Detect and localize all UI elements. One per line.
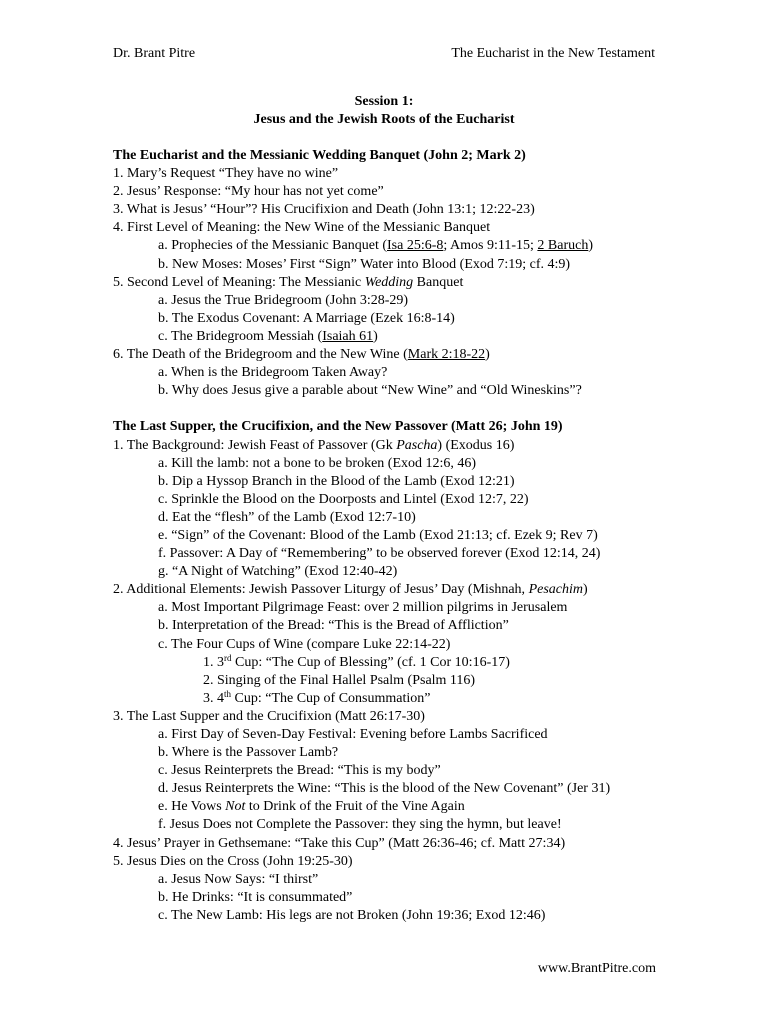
outline-item <box>113 346 673 364</box>
outline-subitem: d. Jesus Reinterprets the Wine: “This is the blood of the New Covenant” (Jer 31) <box>158 781 611 797</box>
section-heading: The Eucharist and the Messianic Wedding Banquet (John 2; Mark 2) <box>113 148 526 163</box>
text: Cup: “The Cup of Consummation” <box>231 690 431 706</box>
outline-subitem: b. Why does Jesus give a parable about “New Wine” and “Old Wineskins”? <box>158 383 582 399</box>
outline-subitem <box>113 237 673 255</box>
outline-item: 4. Jesus’ Prayer in Gethsemane: “Take this Cup” (Matt 26:36-46; cf. Matt 27:34) <box>113 835 566 851</box>
session-subtitle: Jesus and the Jewish Roots of the Eucharist <box>253 112 515 127</box>
scripture-link[interactable]: Mark 2:18-22 <box>407 347 486 363</box>
text: a. Prophecies of the Messianic Banquet ( <box>158 238 387 254</box>
outline-subitem: b. Dip a Hyssop Branch in the Blood of the Lamb (Exod 12:21) <box>158 473 515 489</box>
outline-subitem: a. Jesus the True Bridegroom (John 3:28-29) <box>158 292 409 308</box>
text: 1. The Background: Jewish Feast of Passover (Gk <box>113 437 397 453</box>
outline-subitem: a. Most Important Pilgrimage Feast: over 2 million pilgrims in Jerusalem <box>158 600 568 616</box>
text: ) <box>588 238 593 254</box>
outline-subitem: b. The Exodus Covenant: A Marriage (Ezek 16:8-14) <box>158 310 455 326</box>
outline-subitem: f. Passover: A Day of “Remembering” to be observed forever (Exod 12:14, 24) <box>158 546 601 562</box>
text: ) <box>583 582 588 598</box>
outline-item: 2. Jesus’ Response: “My hour has not yet come” <box>113 184 384 200</box>
text: ) <box>485 347 490 363</box>
outline-subsubitem <box>113 690 673 708</box>
outline-item: 3. What is Jesus’ “Hour”? His Crucifixion and Death (John 13:1; 12:22-23) <box>113 202 535 218</box>
footer-website: www.BrantPitre.com <box>537 961 656 976</box>
outline-subitem: c. The Four Cups of Wine (compare Luke 22:14-22) <box>158 636 451 652</box>
text: e. He Vows <box>158 799 226 815</box>
outline-item: 1. Mary’s Request “They have no wine” <box>113 166 339 182</box>
text: to Drink of the Fruit of the Vine Again <box>245 799 465 815</box>
text: ; Amos 9:11-15; <box>443 238 538 254</box>
text: ) <box>373 328 378 344</box>
outline-subitem: a. First Day of Seven-Day Festival: Evening before Lambs Sacrificed <box>158 727 548 742</box>
session-number: Session 1: <box>354 94 414 109</box>
text: Cup: “The Cup of Blessing” (cf. 1 Cor 10:16-17) <box>231 654 510 670</box>
text: ) (Exodus 16) <box>437 437 515 453</box>
scripture-link[interactable]: 2 Baruch <box>537 238 589 254</box>
header-course-title: The Eucharist in the New Testament <box>451 46 655 61</box>
outline-subsubitem <box>113 654 673 672</box>
outline-subitem: d. Eat the “flesh” of the Lamb (Exod 12:7-10) <box>158 509 416 525</box>
ordinal-suffix: rd <box>224 652 232 663</box>
text: 1. 3 <box>203 654 224 670</box>
outline-subitem: c. Jesus Reinterprets the Bread: “This is my body” <box>158 763 441 779</box>
outline-item <box>113 581 673 599</box>
outline-subitem: c. The New Lamb: His legs are not Broken (John 19:36; Exod 12:46) <box>158 907 546 923</box>
emphasis: Not <box>225 799 246 815</box>
outline-item: 4. First Level of Meaning: the New Wine of the Messianic Banquet <box>113 220 491 236</box>
scripture-link[interactable]: Isa 25:6-8 <box>387 238 444 254</box>
ordinal-suffix: th <box>224 688 232 699</box>
outline-subitem: a. Jesus Now Says: “I thirst” <box>158 871 319 887</box>
outline-item: 5. Jesus Dies on the Cross (John 19:25-30) <box>113 853 353 869</box>
emphasis: Pesachim <box>528 582 583 598</box>
session-title <box>0 93 768 129</box>
outline-subitem: b. Where is the Passover Lamb? <box>158 745 339 761</box>
text: 2. Additional Elements: Jewish Passover Liturgy of Jesus’ Day (Mishnah, <box>113 582 529 598</box>
scripture-link[interactable]: Isaiah 61 <box>322 328 374 344</box>
header-author: Dr. Brant Pitre <box>113 46 196 61</box>
emphasis: Pascha <box>396 437 438 453</box>
outline-subitem: b. Interpretation of the Bread: “This is the Bread of Affliction” <box>158 618 509 634</box>
outline-subitem: e. “Sign” of the Covenant: Blood of the Lamb (Exod 21:13; cf. Ezek 9; Rev 7) <box>158 527 598 543</box>
section-heading: The Last Supper, the Crucifixion, and the New Passover (Matt 26; John 19) <box>113 419 563 435</box>
outline-subsubitem: 2. Singing of the Final Hallel Psalm (Psalm 116) <box>203 672 476 688</box>
outline-content <box>113 147 673 925</box>
outline-item <box>113 274 673 292</box>
text: 3. 4 <box>203 690 224 706</box>
outline-subitem: c. Sprinkle the Blood on the Doorposts and Lintel (Exod 12:7, 22) <box>158 491 529 507</box>
text: 5. Second Level of Meaning: The Messianic <box>113 274 365 290</box>
outline-item <box>113 437 673 455</box>
text: c. The Bridegroom Messiah ( <box>158 328 323 344</box>
text: 6. The Death of the Bridegroom and the New Wine ( <box>113 347 408 363</box>
outline-item: 3. The Last Supper and the Crucifixion (Matt 26:17-30) <box>113 708 425 724</box>
section-spacer <box>113 400 673 418</box>
text: Banquet <box>413 274 464 290</box>
outline-subitem: b. He Drinks: “It is consummated” <box>158 889 353 905</box>
outline-subitem: b. New Moses: Moses’ First “Sign” Water into Blood (Exod 7:19; cf. 4:9) <box>158 256 571 272</box>
outline-subitem: a. When is the Bridegroom Taken Away? <box>158 365 388 381</box>
outline-subitem <box>113 328 673 346</box>
outline-subitem <box>113 798 673 816</box>
outline-subitem: f. Jesus Does not Complete the Passover: they sing the hymn, but leave! <box>158 817 562 833</box>
emphasis: Wedding <box>364 274 414 290</box>
outline-subitem: a. Kill the lamb: not a bone to be broken (Exod 12:6, 46) <box>158 455 477 471</box>
outline-subitem: g. “A Night of Watching” (Exod 12:40-42) <box>158 564 398 580</box>
